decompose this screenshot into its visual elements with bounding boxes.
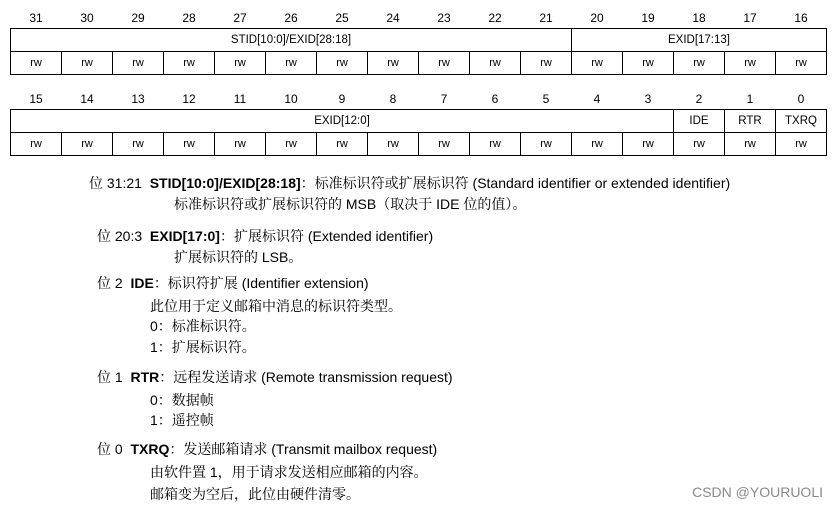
bit-number: 2 bbox=[695, 92, 703, 106]
field-stid-exid-high: STID[10:0]/EXID[28:18] bbox=[11, 29, 572, 52]
desc-line: 标准标识符或扩展标识符的 MSB（取决于 IDE 位的值）。 bbox=[174, 196, 527, 212]
bit-number: 14 bbox=[80, 92, 94, 106]
access-cell: rw bbox=[62, 52, 113, 75]
access-row bbox=[11, 133, 827, 156]
bit-number-row bbox=[11, 8, 827, 29]
bit-number: 31 bbox=[29, 11, 43, 25]
access-cell: rw bbox=[572, 52, 623, 75]
desc-field-name: EXID[17:0] bbox=[149, 228, 220, 244]
bit-number: 23 bbox=[437, 11, 451, 25]
desc-field-title: ：标识符扩展 (Identifier extension) bbox=[153, 275, 369, 291]
field-txrq: TXRQ bbox=[776, 110, 827, 133]
bit-number: 12 bbox=[182, 92, 196, 106]
field-row bbox=[11, 110, 827, 133]
access-cell: rw bbox=[368, 133, 419, 156]
bit-number: 26 bbox=[284, 11, 298, 25]
bit-number: 18 bbox=[692, 11, 706, 25]
field-rtr: RTR bbox=[725, 110, 776, 133]
bit-number: 24 bbox=[386, 11, 400, 25]
bit-number: 28 bbox=[182, 11, 196, 25]
bit-number: 27 bbox=[233, 11, 247, 25]
access-cell: rw bbox=[419, 133, 470, 156]
access-cell: rw bbox=[623, 133, 674, 156]
bit-number: 22 bbox=[488, 11, 502, 25]
desc-line: 1：遥控帧 bbox=[150, 412, 214, 428]
desc-line: 1：扩展标识符。 bbox=[150, 339, 256, 355]
access-cell: rw bbox=[266, 133, 317, 156]
desc-line: 由软件置 1，用于请求发送相应邮箱的内容。 bbox=[150, 464, 428, 480]
desc-bits-label: 位 0 bbox=[97, 441, 123, 457]
register-low bbox=[10, 89, 827, 156]
bit-number: 1 bbox=[746, 92, 754, 106]
access-cell: rw bbox=[266, 52, 317, 75]
bit-number: 15 bbox=[29, 92, 43, 106]
bit-number: 30 bbox=[80, 11, 94, 25]
access-cell: rw bbox=[674, 133, 725, 156]
desc-field-name: STID[10:0]/EXID[28:18] bbox=[149, 175, 301, 191]
bit-number: 4 bbox=[593, 92, 601, 106]
access-cell: rw bbox=[725, 133, 776, 156]
bit-number: 3 bbox=[644, 92, 652, 106]
desc-line: 0：标准标识符。 bbox=[150, 318, 256, 334]
desc-line: 邮箱变为空后，此位由硬件清零。 bbox=[150, 486, 360, 502]
access-cell: rw bbox=[521, 133, 572, 156]
register-high-table bbox=[10, 8, 827, 75]
register-high bbox=[10, 8, 827, 75]
access-cell: rw bbox=[521, 52, 572, 75]
access-cell: rw bbox=[215, 133, 266, 156]
bit-number: 7 bbox=[440, 92, 448, 106]
bit-number: 6 bbox=[491, 92, 499, 106]
bit-number: 5 bbox=[542, 92, 550, 106]
bit-number: 19 bbox=[641, 11, 655, 25]
access-cell: rw bbox=[164, 52, 215, 75]
desc-bits-label: 位 20:3 bbox=[97, 228, 143, 244]
access-cell: rw bbox=[368, 52, 419, 75]
bit-number: 20 bbox=[590, 11, 604, 25]
desc-field-title: ：标准标识符或扩展标识符 (Standard identifier or extended identifier) bbox=[300, 175, 731, 191]
access-cell: rw bbox=[113, 52, 164, 75]
desc-bits-label: 位 2 bbox=[97, 275, 123, 291]
desc-field-title: ：发送邮箱请求 (Transmit mailbox request) bbox=[169, 441, 438, 457]
bit-number: 10 bbox=[284, 92, 298, 106]
bit-number: 13 bbox=[131, 92, 145, 106]
access-cell: rw bbox=[419, 52, 470, 75]
desc-line: 此位用于定义邮箱中消息的标识符类型。 bbox=[150, 298, 402, 314]
access-cell: rw bbox=[113, 133, 164, 156]
desc-bit-2 bbox=[97, 273, 369, 293]
access-cell: rw bbox=[11, 52, 62, 75]
desc-bits-31-21 bbox=[89, 173, 730, 193]
bit-number: 11 bbox=[233, 92, 247, 106]
bit-number: 9 bbox=[338, 92, 346, 106]
bit-number-row bbox=[11, 89, 827, 110]
bit-number: 29 bbox=[131, 11, 145, 25]
desc-line: 扩展标识符的 LSB。 bbox=[174, 249, 303, 265]
desc-bit-1 bbox=[97, 367, 453, 387]
bit-number: 0 bbox=[797, 92, 805, 106]
access-cell: rw bbox=[470, 133, 521, 156]
bit-number: 17 bbox=[743, 11, 757, 25]
access-cell: rw bbox=[776, 133, 827, 156]
desc-field-name: TXRQ bbox=[130, 441, 170, 457]
access-cell: rw bbox=[215, 52, 266, 75]
bit-number: 8 bbox=[389, 92, 397, 106]
access-cell: rw bbox=[725, 52, 776, 75]
field-exid-12-0: EXID[12:0] bbox=[11, 110, 674, 133]
desc-line: 0：数据帧 bbox=[150, 392, 214, 408]
bit-number: 16 bbox=[794, 11, 808, 25]
access-cell: rw bbox=[623, 52, 674, 75]
desc-field-name: RTR bbox=[130, 369, 160, 385]
access-cell: rw bbox=[62, 133, 113, 156]
access-cell: rw bbox=[317, 133, 368, 156]
access-cell: rw bbox=[164, 133, 215, 156]
access-cell: rw bbox=[317, 52, 368, 75]
desc-bits-20-3 bbox=[97, 226, 433, 246]
desc-field-title: ：远程发送请求 (Remote transmission request) bbox=[159, 369, 453, 385]
bit-number: 21 bbox=[539, 11, 553, 25]
desc-bits-label: 位 1 bbox=[97, 369, 123, 385]
field-row bbox=[11, 29, 827, 52]
access-cell: rw bbox=[776, 52, 827, 75]
desc-field-title: ：扩展标识符 (Extended identifier) bbox=[219, 228, 434, 244]
watermark: CSDN @YOURUOLI bbox=[692, 484, 823, 500]
field-exid-17-13: EXID[17:13] bbox=[572, 29, 827, 52]
desc-bit-0 bbox=[97, 439, 437, 459]
access-row bbox=[11, 52, 827, 75]
desc-field-name: IDE bbox=[130, 275, 154, 291]
desc-bits-label: 位 31:21 bbox=[89, 175, 142, 191]
access-cell: rw bbox=[11, 133, 62, 156]
access-cell: rw bbox=[572, 133, 623, 156]
register-low-table bbox=[10, 89, 827, 156]
access-cell: rw bbox=[674, 52, 725, 75]
access-cell: rw bbox=[470, 52, 521, 75]
field-ide: IDE bbox=[674, 110, 725, 133]
bit-number: 25 bbox=[335, 11, 349, 25]
